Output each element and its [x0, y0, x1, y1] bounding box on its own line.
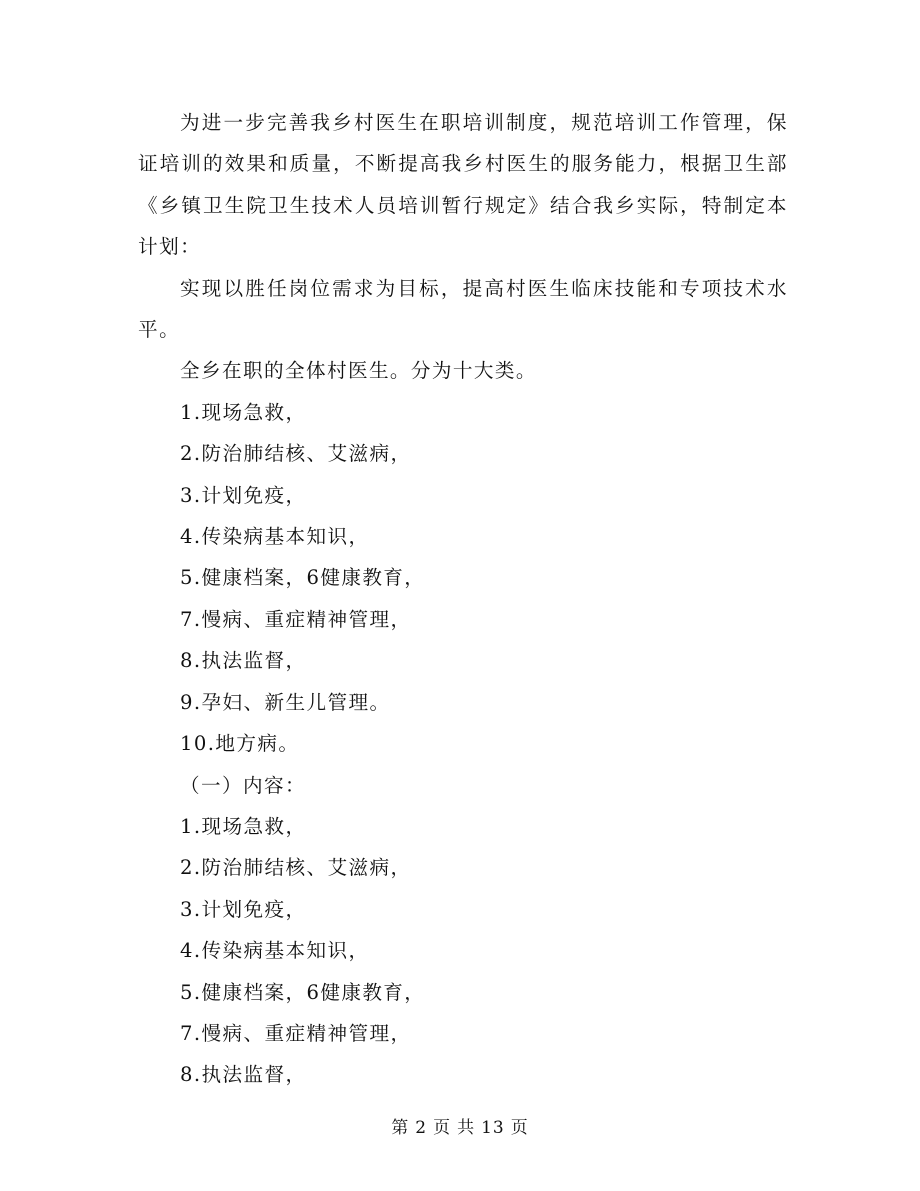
list-item: 1.现场急救，: [180, 400, 307, 424]
list-item: 2.防治肺结核、艾滋病，: [180, 442, 412, 466]
page-word: 页: [433, 1118, 452, 1138]
document-body: [138, 102, 788, 1096]
list-item: 2.防治肺结核、艾滋病，: [180, 856, 412, 880]
total-word: 页: [510, 1118, 529, 1138]
list-item: 4.传染病基本知识，: [180, 525, 370, 549]
list-item: 7.慢病、重症精神管理，: [180, 607, 412, 631]
list-item: 10.地方病。: [180, 732, 300, 756]
list-item: 1.现场急救，: [180, 814, 307, 838]
list-item: 3.计划免疫，: [180, 483, 307, 507]
list-item: 7.慢病、重症精神管理，: [180, 1021, 412, 1045]
page-footer: [0, 1113, 920, 1138]
list-item: 5.健康档案，6健康教育，: [180, 566, 426, 590]
list-item: 5.健康档案，6健康教育，: [180, 980, 426, 1004]
list-item: 8.执法监督，: [180, 649, 307, 673]
page-label: 第: [391, 1118, 410, 1138]
total-label: 共: [457, 1118, 476, 1138]
list-item: 3.计划免疫，: [180, 897, 307, 921]
goal-paragraph: 实现以胜任岗位需求为目标，提高村医生临床技能和专项技术水平。: [138, 276, 788, 342]
intro-paragraph: 为进一步完善我乡村医生在职培训制度，规范培训工作管理，保证培训的效果和质量，不断提高我乡村医生的服务能力，根据卫生部《乡镇卫生院卫生技术人员培训暂行规定》结合我乡实际，特制定本计划：: [138, 111, 788, 259]
total-pages: 13: [481, 1118, 505, 1138]
section-heading: （一）内容：: [180, 773, 306, 797]
scope-line: 全乡在职的全体村医生。分为十大类。: [180, 359, 537, 383]
list-item: 4.传染病基本知识，: [180, 939, 370, 963]
list-item: 8.执法监督，: [180, 1063, 307, 1087]
list-item: 9.孕妇、新生儿管理。: [180, 690, 391, 714]
page-number: 2: [415, 1118, 428, 1138]
